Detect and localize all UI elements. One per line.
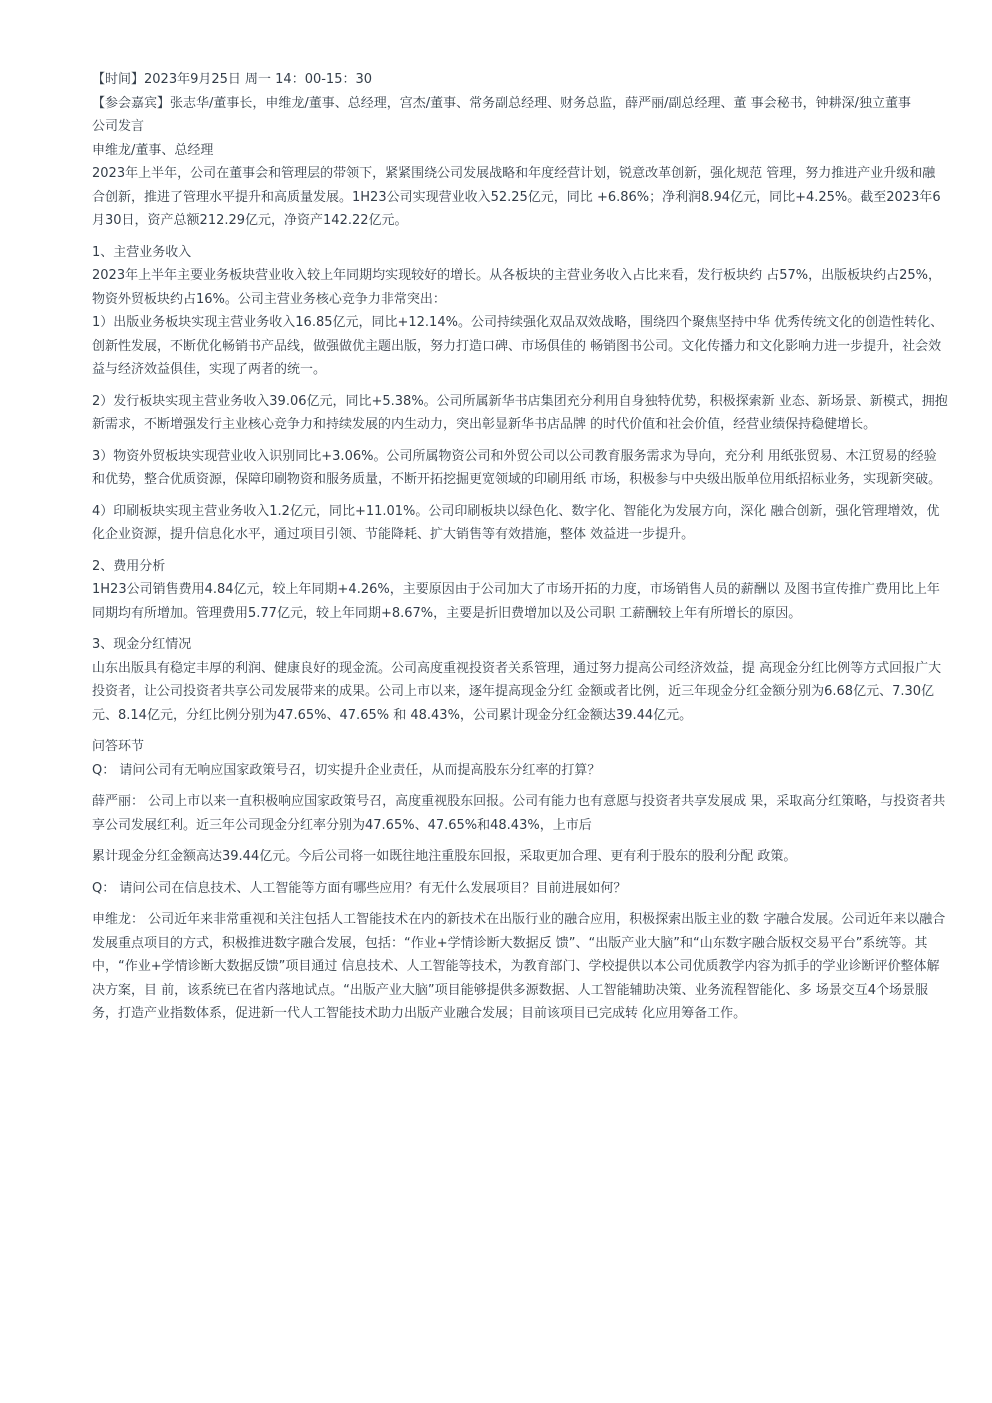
heading-main-revenue: 1、主营业务收入 <box>92 244 192 260</box>
qa-answer-1-part-2: 累计现金分红金额高达39.44亿元。今后公司将一如既往地注重股东回报，采取更加合理、更有利于股东的股利分配 政策。 <box>92 849 797 864</box>
meeting-time: 【时间】2023年9月25日 周一 14：00-15：30 <box>92 72 373 87</box>
revenue-item-materials: 3）物资外贸板块实现营业收入识别同比+3.06%。公司所属物资公司和外贸公司以公司教育服务需求为导向，充分利 用纸张贸易、木江贸易的经验和优势，整合优质资源，保障印刷物资和服务质量，不断开拓挖掘更宽领域的印刷用纸 市场，积极参与中央级出版单位用纸招标业务，实现新突破。 <box>92 448 942 487</box>
qa-answer-1-part-1: 薛严丽： 公司上市以来一直积极响应国家政策号召，高度重视股东回报。公司有能力也有意愿与投资者共享发展成 果，采取高分红策略，与投资者共享公司发展红利。近三年公司现金分红率分别为47.65%、47.65%和48.43%，上市后 <box>92 794 946 833</box>
qa-answer-2: 申维龙： 公司近年来非常重视和关注包括人工智能技术在内的新技术在出版行业的融合应用，积极探索出版主业的数 字融合发展。公司近年来以融合发展重点项目的方式，积极推进数字融合发展，包括：“作业+学情诊断大数据反 馈”、“出版产业大脑”和“山东数字融合版权交易平台”系统等。其中，“作业+学情诊断大数据反馈”项目通过 信息技术、人工智能等技术，为教育部门、学校提供以本公司优质教学内容为抓手的学业诊断评价整体解决方案，目 前，该系统已在省内落地试点。“出版产业大脑”项目能够提供多源数据、人工智能辅助决策、业务流程智能化、多 场景交互4个场景服务，打造产业指数体系，促进新一代人工智能技术助力出版产业融合发展；目前该项目已完成转 化应用筹备工作。 <box>92 912 946 1021</box>
revenue-item-distribution: 2）发行板块实现主营业务收入39.06亿元，同比+5.38%。公司所属新华书店集团充分利用自身独特优势，积极探索新 业态、新场景、新模式，拥抱新需求，不断增强发行主业核心竞争力和持续发展的内生动力，突出彰显新华书店品牌 的时代价值和社会价值，经营业绩保持稳健增长。 <box>92 393 948 432</box>
qa-question-1: Q： 请问公司有无响应国家政策号召，切实提升企业责任，从而提高股东分红率的打算？ <box>92 762 601 778</box>
speaker-name: 申维龙/董事、总经理 <box>92 142 214 158</box>
dividend-paragraph: 山东出版具有稳定丰厚的利润、健康良好的现金流。公司高度重视投资者关系管理，通过努力提高公司经济效益，提 高现金分红比例等方式回报广大投资者，让公司投资者共享公司发展带来的成果。公司上市以来，逐年提高现金分红 金额或者比例，近三年现金分红金额分别为6.68亿元、7.30亿元、8.14亿元，分红比例分别为47.65%、47.65% 和 48.43%，公司累计现金分红金额达39.44亿元。 <box>92 660 942 723</box>
revenue-intro-paragraph: 2023年上半年主要业务板块营业收入较上年同期均实现较好的增长。从各板块的主营业务收入占比来看，发行板块约 占57%，出版板块约占25%，物资外贸板块约占16%。公司主营业务核心竞争力非常突出： <box>92 268 942 307</box>
qa-question-2: Q： 请问公司在信息技术、人工智能等方面有哪些应用？有无什么发展项目？目前进展如何？ <box>92 880 627 896</box>
expense-paragraph: 1H23公司销售费用4.84亿元，较上年同期+4.26%，主要原因由于公司加大了市场开拓的力度，市场销售人员的薪酬以 及图书宣传推广费用比上年同期均有所增加。管理费用5.77亿元，较上年同期+8.67%，主要是折旧费增加以及公司职 工薪酬较上年有所增长的原因。 <box>92 582 940 621</box>
section-title-company-speech: 公司发言 <box>92 119 145 134</box>
heading-expense-analysis: 2、费用分析 <box>92 558 166 574</box>
section-title-qa: 问答环节 <box>92 739 145 754</box>
revenue-item-printing: 4）印刷板块实现主营业务收入1.2亿元，同比+11.01%。公司印刷板块以绿色化、数字化、智能化为发展方向，深化 融合创新，强化管理增效，优化企业资源，提升信息化水平，通过项目引领、节能降耗、扩大销售等有效措施，整体 效益进一步提升。 <box>92 503 940 542</box>
meeting-attendees: 【参会嘉宾】张志华/董事长，申维龙/董事、总经理，宫杰/董事、常务副总经理、财务总监，薛严丽/副总经理、董 事会秘书，钟耕深/独立董事 <box>92 95 912 111</box>
revenue-item-publishing: 1）出版业务板块实现主营业务收入16.85亿元，同比+12.14%。公司持续强化双品双效战略，围绕四个聚焦坚持中华 优秀传统文化的创造性转化、创新性发展，不断优化畅销书产品线，做强做优主题出版，努力打造口碑、市场俱佳的 畅销图书公司。文化传播力和文化影响力进一步提升，社会效益与经济效益俱佳，实现了两者的统一。 <box>92 315 944 377</box>
heading-cash-dividend: 3、现金分红情况 <box>92 637 192 652</box>
document-body <box>92 68 948 1026</box>
overview-paragraph: 2023年上半年，公司在董事会和管理层的带领下，紧紧围绕公司发展战略和年度经营计划，锐意改革创新，强化规范 管理，努力推进产业升级和融合创新，推进了管理水平提升和高质量发展。1H23公司实现营业收入52.25亿元，同比 +6.86%；净利润8.94亿元，同比+4.25%。截至2023年6月30日，资产总额212.29亿元，净资产142.22亿元。 <box>92 166 941 228</box>
